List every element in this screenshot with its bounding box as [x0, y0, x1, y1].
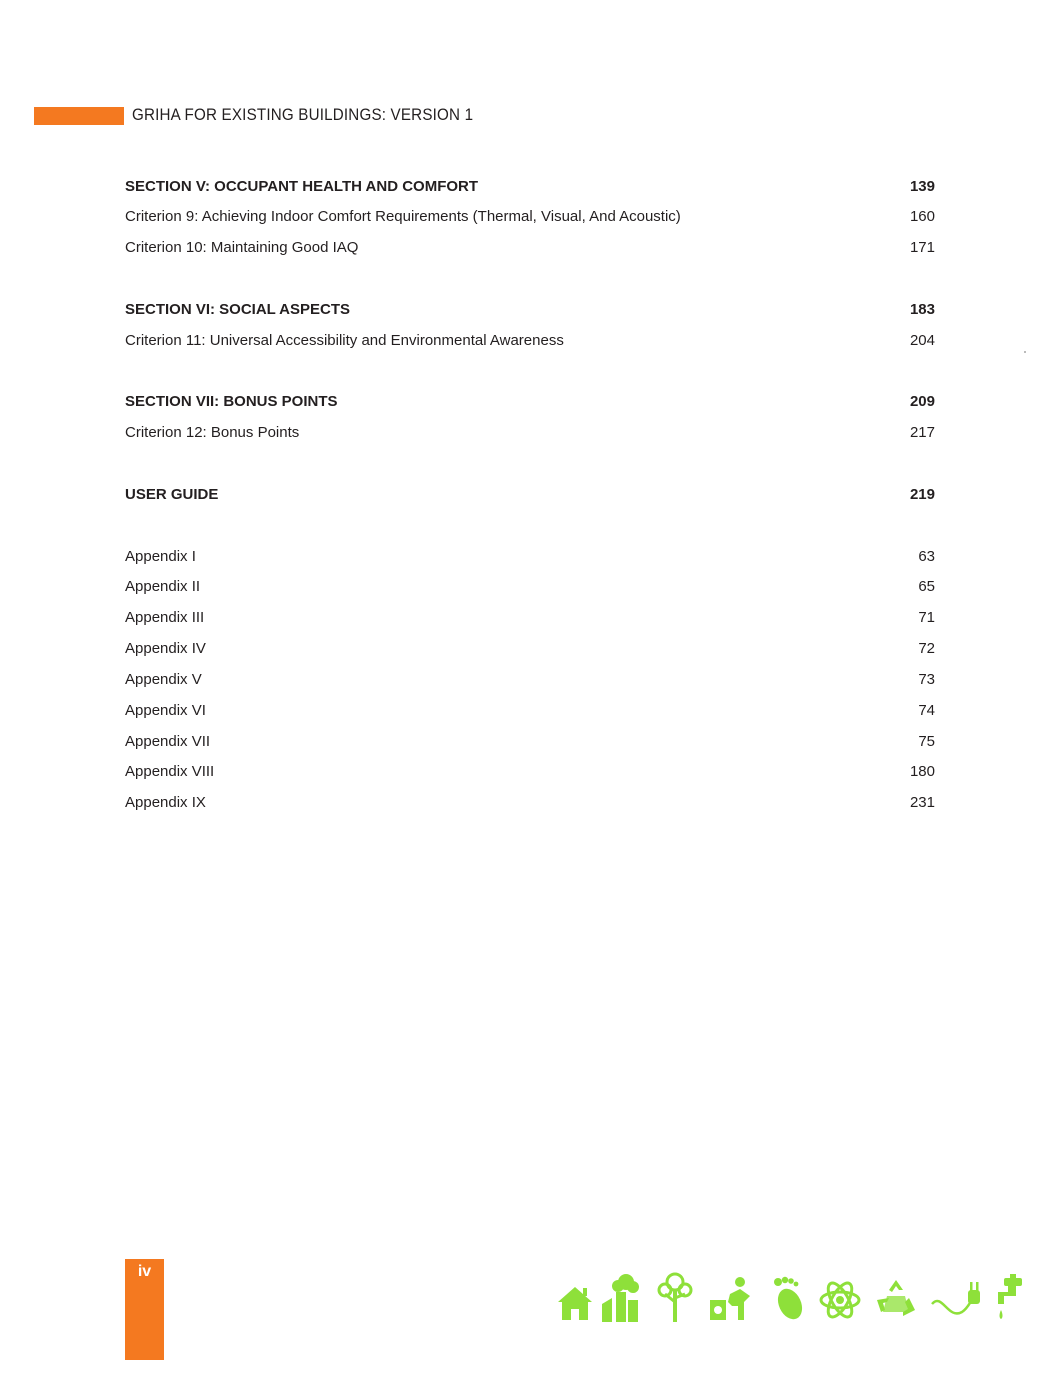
toc-page: 65 — [918, 577, 935, 595]
footer-icon-strip — [550, 1272, 1030, 1332]
factory-icon — [600, 1272, 642, 1324]
toc-label: SECTION VI: SOCIAL ASPECTS — [125, 300, 351, 318]
toc-label: Appendix VIII — [125, 762, 215, 780]
toc-page: 219 — [909, 485, 935, 503]
toc-page: 139 — [909, 177, 935, 195]
toc-criterion-10[interactable] — [125, 236, 935, 258]
toc-user-guide[interactable] — [125, 483, 935, 505]
recycle-icon — [875, 1272, 917, 1324]
toc-label: Criterion 10: Maintaining Good IAQ — [125, 238, 359, 256]
water-tap-icon — [990, 1272, 1026, 1324]
tree-icon — [657, 1272, 693, 1324]
toc-page: 71 — [918, 608, 935, 626]
toc-label: SECTION VII: BONUS POINTS — [125, 392, 338, 410]
footprint-icon — [770, 1272, 806, 1324]
toc-page: 183 — [909, 300, 935, 318]
toc-appendix-vi[interactable] — [125, 699, 935, 721]
toc-label: Appendix III — [125, 608, 205, 626]
toc-label: USER GUIDE — [125, 485, 219, 503]
toc-label: Appendix VI — [125, 701, 206, 719]
toc-appendix-ix[interactable] — [125, 791, 935, 813]
toc-page: 72 — [918, 639, 935, 657]
toc-section-vi[interactable] — [125, 298, 935, 320]
toc-label: SECTION V: OCCUPANT HEALTH AND COMFORT — [125, 177, 479, 195]
toc-page: 171 — [909, 238, 935, 256]
toc-appendix-i[interactable] — [125, 545, 935, 567]
toc-page: 75 — [918, 732, 935, 750]
recycle-person-icon — [708, 1272, 754, 1324]
toc-label: Appendix IX — [125, 793, 206, 811]
toc-page: 63 — [918, 547, 935, 565]
toc-page: 204 — [909, 331, 935, 349]
toc-label: Appendix I — [125, 547, 196, 565]
toc-criterion-12[interactable] — [125, 421, 935, 443]
toc-appendix-viii[interactable] — [125, 760, 935, 782]
toc-label: Criterion 9: Achieving Indoor Comfort Requirements (Thermal, Visual, And Acoustic) — [125, 207, 681, 225]
toc-criterion-9[interactable] — [125, 205, 935, 227]
toc-page: 160 — [909, 207, 935, 225]
toc-page: 231 — [909, 793, 935, 811]
toc-section-v[interactable] — [125, 175, 935, 197]
toc-page: 74 — [918, 701, 935, 719]
toc-label: Appendix VII — [125, 732, 211, 750]
page-number-tab — [125, 1259, 164, 1360]
toc-appendix-iii[interactable] — [125, 606, 935, 628]
atom-icon — [818, 1272, 862, 1324]
toc-label: Appendix IV — [125, 639, 206, 657]
toc-label: Criterion 12: Bonus Points — [125, 423, 300, 441]
house-icon — [555, 1272, 595, 1322]
toc-criterion-11[interactable] — [125, 329, 935, 351]
toc-appendix-ii[interactable] — [125, 575, 935, 597]
plug-icon — [930, 1272, 986, 1324]
toc-page: 209 — [909, 392, 935, 410]
toc-page: 180 — [909, 762, 935, 780]
toc-appendix-vii[interactable] — [125, 730, 935, 752]
toc-label: Appendix II — [125, 577, 201, 595]
toc-label: Criterion 11: Universal Accessibility and Environmental Awareness — [125, 331, 564, 349]
toc-label: Appendix V — [125, 670, 202, 688]
toc-appendix-v[interactable] — [125, 668, 935, 690]
document-title: GRIHA FOR EXISTING BUILDINGS: VERSION 1 — [132, 106, 474, 124]
toc-section-vii[interactable] — [125, 390, 935, 412]
toc-page: 73 — [918, 670, 935, 688]
toc-appendix-iv[interactable] — [125, 637, 935, 659]
page-number: iv — [137, 1263, 152, 1280]
header-accent-bar — [34, 107, 124, 125]
toc-page: 217 — [909, 423, 935, 441]
stray-mark — [1024, 351, 1026, 353]
